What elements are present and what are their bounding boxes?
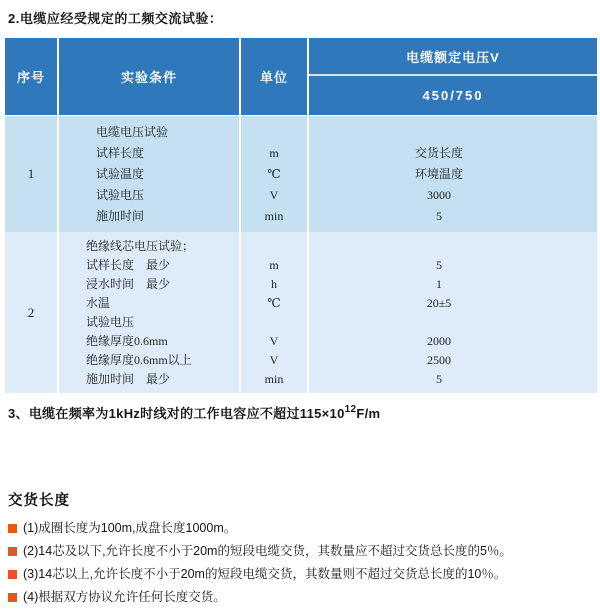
delivery-length-heading: 交货长度: [8, 493, 70, 509]
value-line: [309, 122, 569, 143]
condition-line: 绝缘厚度0.6mm以上: [86, 352, 192, 367]
unit-line: V: [269, 187, 279, 202]
note-working-capacitance: [8, 403, 380, 422]
value-line: 2500: [427, 352, 451, 367]
unit-line: [241, 313, 307, 332]
unit-line: V: [269, 352, 279, 367]
condition-line: 电缆电压试验: [96, 124, 169, 139]
cell-serial-number: 2: [5, 232, 57, 393]
value-line: 5: [436, 257, 442, 272]
unit-line: h: [271, 276, 277, 291]
square-bullet-icon: [8, 570, 17, 579]
value-line: 5: [436, 208, 442, 223]
cell-units: [241, 232, 307, 393]
header-test-condition: 实验条件: [59, 38, 239, 115]
value-line: 1: [436, 276, 442, 291]
value-line: [309, 237, 569, 256]
condition-line: 施加时间: [96, 208, 145, 223]
condition-line: 试验温度: [96, 166, 145, 181]
cell-values: [309, 116, 597, 232]
header-rated-voltage: [309, 38, 597, 115]
delivery-rule-text: (2)14芯及以下,允许长度不小于20m的短段电缆交货，其数量应不超过交货总长度的5％。: [23, 544, 512, 558]
value-line: 环境温度: [414, 166, 463, 181]
delivery-rule-item: [8, 521, 596, 544]
delivery-rule-item: [8, 544, 596, 567]
unit-line: [241, 122, 307, 143]
unit-line: ℃: [267, 166, 281, 181]
value-line: 20±5: [426, 295, 452, 310]
delivery-length-section: [8, 489, 596, 613]
condition-line: 绝缘线芯电压试验；: [86, 238, 195, 253]
condition-line: 施加时间 最少: [86, 371, 171, 386]
table-row: [5, 116, 593, 232]
value-line: 2000: [427, 333, 451, 348]
condition-line: 浸水时间 最少: [86, 276, 171, 291]
cell-test-conditions: [59, 232, 239, 393]
delivery-rule-item: [8, 567, 596, 590]
unit-line: V: [269, 333, 279, 348]
cell-values: [309, 232, 597, 393]
test-spec-table: [5, 38, 593, 393]
header-voltage-450-750: 450/750: [422, 88, 484, 103]
unit-line: ℃: [267, 295, 281, 310]
note-text-prefix: 3、电缆在频率为1kHz时线对的工作电容应不超过115×10: [8, 406, 345, 421]
condition-line: 绝缘厚度0.6mm: [86, 333, 168, 348]
unit-line: m: [269, 145, 279, 160]
unit-line: [241, 237, 307, 256]
condition-line: 试样长度 最少: [86, 257, 171, 272]
header-rated-voltage-label: 电缆额定电压V: [309, 38, 597, 76]
cell-units: [241, 116, 307, 232]
unit-line: min: [264, 208, 284, 223]
delivery-rule-text: (3)14芯以上,允许长度不小于20m的短段电缆交货，其数量则不超过交货总长度的10％。: [23, 567, 507, 581]
condition-line: 试验电压: [96, 187, 145, 202]
cell-test-conditions: [59, 116, 239, 232]
value-line: 5: [436, 371, 442, 386]
header-unit: 单位: [241, 38, 307, 115]
note-superscript: 12: [344, 403, 357, 415]
condition-line: 试验电压: [86, 314, 135, 329]
note-text-suffix: F/m: [356, 406, 381, 421]
delivery-rule-text: (1)成圈长度为100m,成盘长度1000m。: [23, 521, 237, 535]
square-bullet-icon: [8, 547, 17, 556]
delivery-rules-list: [8, 521, 596, 613]
condition-line: 试样长度: [96, 145, 145, 160]
delivery-rule-text: (4)根据双方协议允许任何长度交货。: [23, 590, 226, 604]
unit-line: m: [269, 257, 279, 272]
value-line: 交货长度: [414, 145, 463, 160]
table-header-row: [5, 38, 593, 115]
value-line: [309, 313, 569, 332]
square-bullet-icon: [8, 524, 17, 533]
condition-line: 水温: [86, 295, 111, 310]
section-title-frequency-test: 2.电缆应经受规定的工频交流试验：: [8, 11, 223, 26]
unit-line: min: [264, 371, 284, 386]
table-row: [5, 232, 593, 393]
square-bullet-icon: [8, 593, 17, 602]
table-body: [5, 116, 593, 393]
delivery-rule-item: [8, 590, 596, 613]
cell-serial-number: 1: [5, 116, 57, 232]
header-serial-number: 序号: [5, 38, 57, 115]
value-line: 3000: [427, 187, 451, 202]
